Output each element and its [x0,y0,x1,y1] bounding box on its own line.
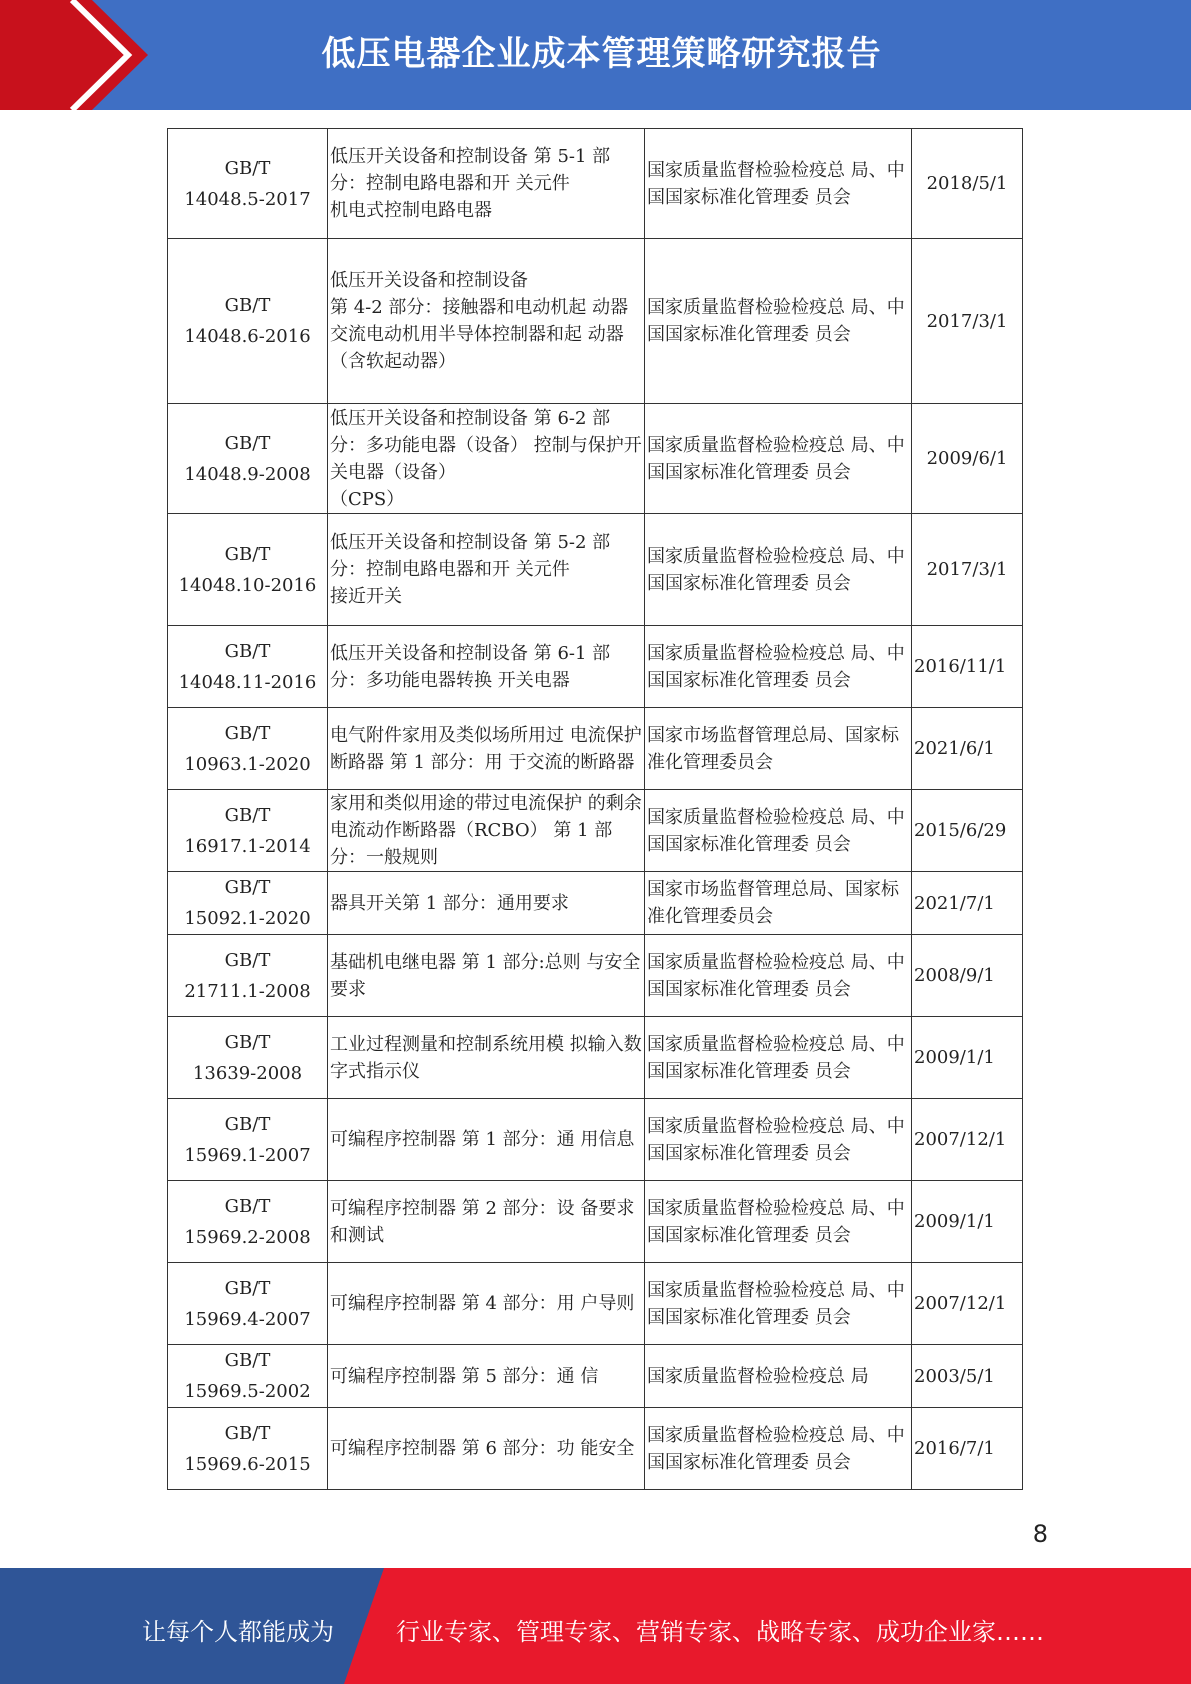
standard-code-cell [168,1099,328,1181]
table-row [168,129,1023,239]
issuing-authority-cell: 国家质量监督检验检疫总 局、中国国家标准化管理委 员会 [645,1099,912,1181]
standard-name-cell [328,935,645,1017]
table-row [168,1181,1023,1263]
standard-name-line: 低压开关设备和控制设备 第 6-1 部分：多功能电器转换 开关电器 [330,642,611,691]
table-row [168,1017,1023,1099]
standard-name-line: 低压开关设备和控制设备 第 5-1 部分：控制电路电器和开 关元件 [330,146,611,194]
issuing-authority-cell: 国家质量监督检验检疫总 局 [645,1345,912,1408]
table-row [168,708,1023,790]
standard-name-line: 器具开关第 1 部分：通用要求 [330,892,569,914]
standard-code-cell [168,1345,328,1408]
standard-code-line: GB/T [224,1350,271,1371]
standard-code-line: GB/T [224,1277,271,1299]
standard-code-cell [168,514,328,626]
standard-name-line: 低压开关设备和控制设备 [330,270,528,291]
effective-date-cell: 2007/12/1 [912,1099,1023,1181]
standard-code-cell [168,708,328,790]
standard-code-line: 15969.5-2002 [184,1381,311,1402]
table-row [168,1099,1023,1181]
standard-code-line: GB/T [224,949,271,971]
standard-name-cell [328,1181,645,1263]
standard-code-line: 14048.5-2017 [184,188,311,210]
effective-date-cell: 2016/7/1 [912,1408,1023,1490]
effective-date-cell: 2009/1/1 [912,1017,1023,1099]
standard-code-line: GB/T [224,1422,271,1444]
issuing-authority-cell: 国家质量监督检验检疫总 局、中国国家标准化管理委 员会 [645,404,912,514]
standard-name-cell [328,708,645,790]
standard-code-cell [168,872,328,935]
standards-table [167,128,1023,1490]
standard-name-line: 可编程序控制器 第 1 部分：通 用信息 [330,1129,635,1150]
standard-code-line: 15092.1-2020 [184,908,311,929]
standard-code-line: 15969.6-2015 [184,1453,311,1475]
footer-slogan-left: 让每个人都能成为 [142,1618,334,1646]
standard-code-cell [168,1408,328,1490]
effective-date-cell: 2018/5/1 [912,129,1023,239]
effective-date-cell: 2017/3/1 [912,514,1023,626]
standard-code-line: 14048.10-2016 [178,574,317,596]
effective-date-cell: 2015/6/29 [912,790,1023,872]
standard-code-line: GB/T [224,1195,271,1217]
standard-code-cell [168,239,328,404]
standard-code-cell [168,404,328,514]
standard-code-line: GB/T [224,543,271,565]
standard-name-line: 机电式控制电路电器 [330,200,492,221]
standard-code-line: GB/T [224,722,271,744]
standard-name-cell [328,404,645,514]
standard-name-line: 可编程序控制器 第 6 部分：功 能安全 [330,1438,635,1459]
standard-code-line: 10963.1-2020 [184,753,311,775]
standard-code-line: 15969.2-2008 [184,1226,311,1248]
standard-code-cell [168,790,328,872]
effective-date-cell: 2021/6/1 [912,708,1023,790]
standard-code-line: 14048.6-2016 [184,326,311,347]
standard-code-line: 14048.9-2008 [184,463,311,485]
standard-code-line: 15969.1-2007 [184,1144,311,1166]
table-row [168,239,1023,404]
effective-date-cell: 2003/5/1 [912,1345,1023,1408]
standard-name-line: 电气附件家用及类似场所用过 电流保护断路器 第 1 部分：用 于交流的断路器 [330,724,642,773]
standard-name-line: 工业过程测量和控制系统用模 拟输入数字式指示仪 [330,1033,642,1082]
standard-code-line: 15969.4-2007 [184,1308,311,1330]
standard-name-line: 交流电动机用半导体控制器和起 动器 [330,324,624,345]
standard-name-line: 低压开关设备和控制设备 第 5-2 部分：控制电路电器和开 关元件 [330,532,611,580]
standard-code-line: GB/T [224,1113,271,1135]
standard-name-cell [328,129,645,239]
issuing-authority-cell: 国家质量监督检验检疫总 局、中国国家标准化管理委 员会 [645,790,912,872]
table-row [168,404,1023,514]
standard-code-line: 16917.1-2014 [184,835,311,857]
issuing-authority-cell: 国家质量监督检验检疫总 局、中国国家标准化管理委 员会 [645,935,912,1017]
standard-code-line: GB/T [224,295,271,316]
footer-banner [0,1568,1191,1684]
header-banner [0,0,1191,110]
standard-code-cell [168,1017,328,1099]
table-row [168,790,1023,872]
effective-date-cell: 2009/1/1 [912,1181,1023,1263]
issuing-authority-cell: 国家质量监督检验检疫总 局、中国国家标准化管理委 员会 [645,626,912,708]
standard-code-cell [168,1263,328,1345]
standard-code-line: 21711.1-2008 [184,980,311,1002]
issuing-authority-cell: 国家质量监督检验检疫总 局、中国国家标准化管理委 员会 [645,1017,912,1099]
table-row [168,1408,1023,1490]
effective-date-cell: 2021/7/1 [912,872,1023,935]
standard-name-cell [328,1099,645,1181]
standard-code-cell [168,935,328,1017]
effective-date-cell: 2008/9/1 [912,935,1023,1017]
standard-code-line: 14048.11-2016 [178,671,317,693]
standard-code-line: GB/T [224,1031,271,1053]
issuing-authority-cell: 国家质量监督检验检疫总 局、中国国家标准化管理委 员会 [645,129,912,239]
standard-name-line: （含软起动器） [330,351,456,372]
standard-code-line: GB/T [224,432,271,454]
standards-table-body [168,129,1023,1490]
issuing-authority-cell: 国家质量监督检验检疫总 局、中国国家标准化管理委 员会 [645,1408,912,1490]
table-row [168,514,1023,626]
issuing-authority-cell: 国家市场监督管理总局、国家标准化管理委员会 [645,872,912,935]
standard-code-line: GB/T [224,804,271,826]
standard-code-line: GB/T [224,640,271,662]
effective-date-cell: 2016/11/1 [912,626,1023,708]
standard-name-line: （CPS） [330,488,405,510]
table-row [168,1345,1023,1408]
standard-name-line: 可编程序控制器 第 2 部分：设 备要求和测试 [330,1197,635,1246]
standard-name-cell [328,1017,645,1099]
standard-name-line: 第 4-2 部分：接触器和电动机起 动器 [330,297,629,318]
issuing-authority-cell: 国家质量监督检验检疫总 局、中国国家标准化管理委 员会 [645,514,912,626]
standard-code-cell [168,1181,328,1263]
standard-code-cell [168,129,328,239]
effective-date-cell: 2009/6/1 [912,404,1023,514]
issuing-authority-cell: 国家市场监督管理总局、国家标准化管理委员会 [645,708,912,790]
footer-slogan-right: 行业专家、管理专家、营销专家、战略专家、成功企业家…… [396,1618,1044,1646]
standard-name-cell [328,239,645,404]
standard-name-line: 可编程序控制器 第 4 部分：用 户导则 [330,1293,635,1314]
page-number: 8 [1032,1520,1048,1548]
report-title: 低压电器企业成本管理策略研究报告 [321,34,882,74]
table-row [168,935,1023,1017]
standard-name-cell [328,1263,645,1345]
standard-code-cell [168,626,328,708]
standard-name-cell [328,626,645,708]
standard-name-cell [328,514,645,626]
table-row [168,626,1023,708]
table-row [168,1263,1023,1345]
standard-name-cell [328,790,645,872]
standard-code-line: GB/T [224,157,271,179]
effective-date-cell: 2007/12/1 [912,1263,1023,1345]
issuing-authority-cell: 国家质量监督检验检疫总 局、中国国家标准化管理委 员会 [645,239,912,404]
standard-code-line: 13639-2008 [192,1062,303,1084]
standard-name-cell [328,872,645,935]
standard-code-line: GB/T [224,877,271,898]
standard-name-line: 家用和类似用途的带过电流保护 的剩余电流动作断路器（RCBO） 第 1 部分：一般规则 [330,793,642,868]
issuing-authority-cell: 国家质量监督检验检疫总 局、中国国家标准化管理委 员会 [645,1181,912,1263]
standard-name-line: 低压开关设备和控制设备 第 6-2 部分：多功能电器（设备） 控制与保护开关电器（设备） [330,407,642,483]
standard-name-cell [328,1345,645,1408]
standard-name-line: 接近开关 [330,586,402,607]
standard-name-line: 基础机电继电器 第 1 部分:总则 与安全要求 [330,951,641,1000]
standard-name-line: 可编程序控制器 第 5 部分：通 信 [330,1365,599,1387]
issuing-authority-cell: 国家质量监督检验检疫总 局、中国国家标准化管理委 员会 [645,1263,912,1345]
standard-name-cell [328,1408,645,1490]
table-row [168,872,1023,935]
effective-date-cell: 2017/3/1 [912,239,1023,404]
